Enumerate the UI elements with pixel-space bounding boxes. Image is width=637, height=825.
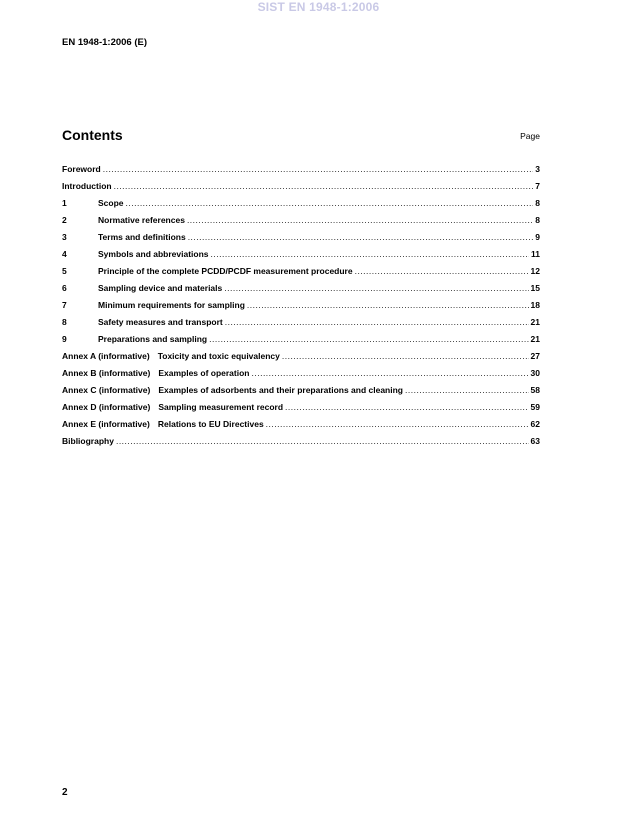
toc-dot-leader <box>187 215 533 225</box>
toc-entry[interactable] <box>62 283 540 300</box>
toc-entry-number: 7 <box>62 300 67 310</box>
toc-entry-page: 58 <box>530 385 540 395</box>
toc-entry-page: 21 <box>530 317 540 327</box>
toc-entry[interactable] <box>62 385 540 402</box>
toc-dot-leader <box>103 164 534 174</box>
toc-entry-title: Terms and definitions <box>98 232 186 242</box>
toc-dot-leader <box>225 317 529 327</box>
toc-dot-leader <box>224 283 528 293</box>
toc-entry[interactable] <box>62 317 540 334</box>
toc-entry-page: 21 <box>530 334 540 344</box>
contents-heading: Contents <box>62 127 123 143</box>
toc-entry-page: 30 <box>530 368 540 378</box>
toc-entry-title: Minimum requirements for sampling <box>98 300 245 310</box>
toc-entry-page: 59 <box>530 402 540 412</box>
toc-entry-page: 12 <box>530 266 540 276</box>
toc-entry[interactable] <box>62 266 540 283</box>
toc-entry-title: Relations to EU Directives <box>157 419 264 429</box>
toc-dot-leader <box>282 351 529 361</box>
toc-entry-annex: Annex A (informative) <box>62 351 150 361</box>
toc-entry-number: 5 <box>62 266 67 276</box>
toc-entry-title: Introduction <box>62 181 112 191</box>
document-id: EN 1948-1:2006 (E) <box>62 37 148 48</box>
toc-entry-page: 18 <box>530 300 540 310</box>
toc-entry-page: 11 <box>531 249 540 259</box>
page-column-label: Page <box>520 131 540 141</box>
toc-entry[interactable] <box>62 351 540 368</box>
toc-entry-annex: Annex C (informative) <box>62 385 151 395</box>
toc-entry[interactable] <box>62 368 540 385</box>
toc-entry-title: Sampling device and materials <box>98 283 223 293</box>
toc-entry-title: Examples of adsorbents and their preparations and cleaning <box>158 385 403 395</box>
toc-entry[interactable] <box>62 232 540 249</box>
toc-entry-number: 6 <box>62 283 67 293</box>
toc-dot-leader <box>126 198 534 208</box>
toc-entry-page: 62 <box>530 419 540 429</box>
toc-entry-page: 63 <box>530 436 540 446</box>
toc-entry-page: 8 <box>535 215 540 225</box>
toc-dot-leader <box>285 402 528 412</box>
toc-dot-leader <box>188 232 534 242</box>
toc-dot-leader <box>252 368 529 378</box>
toc-entry-page: 27 <box>530 351 540 361</box>
toc-entry-number: 8 <box>62 317 67 327</box>
toc-entry-page: 15 <box>530 283 540 293</box>
toc-entry[interactable] <box>62 249 540 266</box>
toc-entry-title: Examples of operation <box>158 368 250 378</box>
toc-entry[interactable] <box>62 300 540 317</box>
toc-entry-number: 9 <box>62 334 67 344</box>
toc-entry[interactable] <box>62 181 540 198</box>
toc-dot-leader <box>247 300 529 310</box>
toc-entry-number: 2 <box>62 215 67 225</box>
toc-entry-title: Bibliography <box>62 436 114 446</box>
toc-dot-leader <box>209 334 528 344</box>
toc-entry-number: 1 <box>62 198 67 208</box>
toc-entry-page: 9 <box>535 232 540 242</box>
toc-entry-number: 4 <box>62 249 67 259</box>
toc-entry-page: 3 <box>535 164 540 174</box>
toc-dot-leader <box>114 181 534 191</box>
toc-dot-leader <box>211 249 529 259</box>
toc-entry[interactable] <box>62 436 540 453</box>
page-number: 2 <box>62 787 68 798</box>
toc-entry-page: 8 <box>535 198 540 208</box>
toc-entry-title: Symbols and abbreviations <box>98 249 209 259</box>
toc-entry[interactable] <box>62 198 540 215</box>
toc-entry[interactable] <box>62 215 540 232</box>
toc-entry[interactable] <box>62 334 540 351</box>
toc-dot-leader <box>266 419 529 429</box>
watermark: SIST EN 1948-1:2006 <box>257 0 380 14</box>
toc-entry-annex: Annex B (informative) <box>62 368 151 378</box>
toc-entry-number: 3 <box>62 232 67 242</box>
toc-entry-title: Foreword <box>62 164 101 174</box>
toc-entry-annex: Annex E (informative) <box>62 419 150 429</box>
toc-entry-title: Toxicity and toxic equivalency <box>157 351 280 361</box>
toc-entry-title: Normative references <box>98 215 185 225</box>
toc-entry[interactable] <box>62 419 540 436</box>
toc-entry-title: Sampling measurement record <box>158 402 284 412</box>
table-of-contents <box>62 164 540 453</box>
toc-entry-page: 7 <box>535 181 540 191</box>
toc-dot-leader <box>405 385 529 395</box>
toc-entry-annex: Annex D (informative) <box>62 402 151 412</box>
toc-dot-leader <box>355 266 529 276</box>
toc-entry[interactable] <box>62 164 540 181</box>
toc-entry-title: Scope <box>98 198 124 208</box>
toc-entry-title: Principle of the complete PCDD/PCDF measurement procedure <box>98 266 353 276</box>
toc-entry-title: Preparations and sampling <box>98 334 208 344</box>
toc-dot-leader <box>116 436 529 446</box>
toc-entry-title: Safety measures and transport <box>98 317 223 327</box>
toc-entry[interactable] <box>62 402 540 419</box>
